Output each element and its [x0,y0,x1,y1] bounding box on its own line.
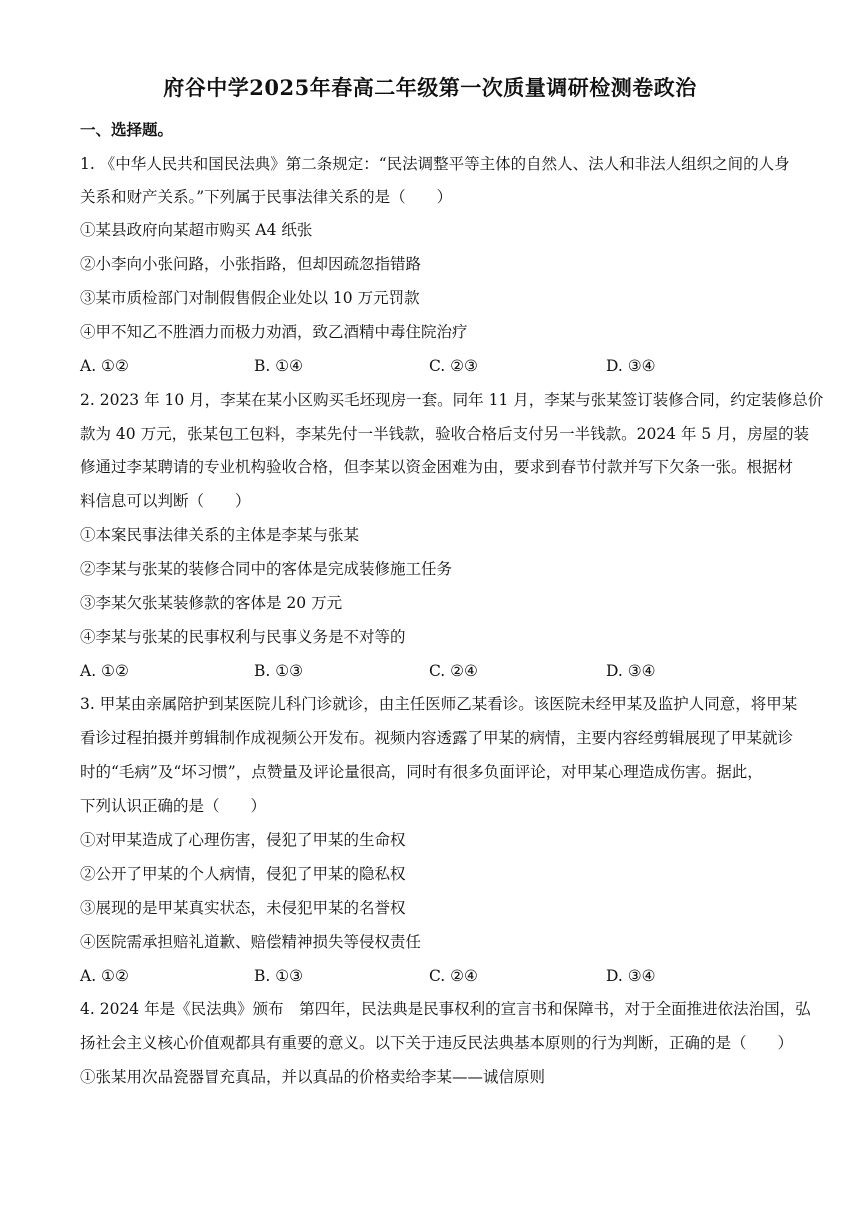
q3-statement-2: ②公开了甲某的个人病情，侵犯了甲某的隐私权 [80,865,406,883]
q1-stem-line-1: 1. 《中华人民共和国民法典》第二条规定：“民法调整平等主体的自然人、法人和非法人组织之间的人身 [80,155,790,173]
q2-statement-1: ①本案民事法律关系的主体是李某与张某 [80,526,360,544]
q2-statement-2: ②李某与张某的装修合同中的客体是完成装修施工任务 [80,560,453,578]
q1-option-a[interactable]: A. ①② [80,357,129,375]
q1-statement-4: ④甲不知乙不胜酒力而极力劝酒，致乙酒精中毒住院治疗 [80,323,468,341]
q4-stem-line-2: 扬社会主义核心价值观都具有重要的意义。以下关于违反民法典基本原则的行为判断，正确的是（ ） [80,1034,794,1052]
q3-stem-line-3: 时的“毛病”及“坏习惯”，点赞量及评论量很高，同时有很多负面评论，对甲某心理造成伤害。据此， [80,763,763,781]
q3-stem-line-1: 3. 甲某由亲属陪护到某医院儿科门诊就诊，由主任医师乙某看诊。该医院未经甲某及监护人同意，将甲某 [80,695,798,713]
q3-statement-1: ①对甲某造成了心理伤害，侵犯了甲某的生命权 [80,831,406,849]
section-heading: 一、选择题。 [80,120,174,139]
q1-option-d[interactable]: D. ③④ [606,357,656,375]
q1-options [80,356,780,376]
q1-stem-line-2: 关系和财产关系。”下列属于民事法律关系的是（ ） [80,188,453,206]
q3-option-c[interactable]: C. ②④ [429,967,478,985]
q3-options [80,966,780,986]
q2-stem-line-1: 2. 2023 年 10 月，李某在某小区购买毛坯现房一套。同年 11 月，李某与张某签订装修合同，约定装修总价 [80,391,824,409]
q2-options [80,661,780,681]
exam-title: 府谷中学2025年春高二年级第一次质量调研检测卷政治 [163,75,697,100]
q2-option-c[interactable]: C. ②④ [429,662,478,680]
q2-statement-3: ③李某欠张某装修款的客体是 20 万元 [80,594,343,612]
q2-option-a[interactable]: A. ①② [80,662,129,680]
q3-option-b[interactable]: B. ①③ [254,967,304,985]
q2-option-d[interactable]: D. ③④ [606,662,656,680]
q1-option-c[interactable]: C. ②③ [429,357,478,375]
q1-statement-3: ③某市质检部门对制假售假企业处以 10 万元罚款 [80,289,420,307]
q3-option-d[interactable]: D. ③④ [606,967,656,985]
q1-statement-1: ①某县政府向某超市购买 A4 纸张 [80,221,313,239]
q3-statement-3: ③展现的是甲某真实状态，未侵犯甲某的名誉权 [80,899,406,917]
q3-stem-line-2: 看诊过程拍摄并剪辑制作成视频公开发布。视频内容透露了甲某的病情，主要内容经剪辑展现了甲某就诊 [80,729,794,747]
q2-option-b[interactable]: B. ①③ [254,662,304,680]
q2-statement-4: ④李某与张某的民事权利与民事义务是不对等的 [80,628,406,646]
q4-statement-1: ①张某用次品瓷器冒充真品，并以真品的价格卖给李某——诚信原则 [80,1068,546,1086]
q3-option-a[interactable]: A. ①② [80,967,129,985]
q1-option-b[interactable]: B. ①④ [254,357,304,375]
q3-stem-line-4: 下列认识正确的是（ ） [80,797,267,815]
q2-stem-line-2: 款为 40 万元，张某包工包料，李某先付一半钱款，验收合格后支付另一半钱款。2024 年 5 月，房屋的装 [80,425,810,443]
q2-stem-line-3: 修通过李某聘请的专业机构验收合格，但李某以资金困难为由，要求到春节付款并写下欠条一张。根据材 [80,458,794,476]
q3-statement-4: ④医院需承担赔礼道歉、赔偿精神损失等侵权责任 [80,933,422,951]
q4-stem-line-1: 4. 2024 年是《民法典》颁布 第四年，民法典是民事权利的宣言书和保障书，对于全面推进依法治国，弘 [80,1000,811,1018]
q1-statement-2: ②小李向小张问路，小张指路，但却因疏忽指错路 [80,255,422,273]
q2-stem-line-4: 料信息可以判断（ ） [80,492,251,510]
